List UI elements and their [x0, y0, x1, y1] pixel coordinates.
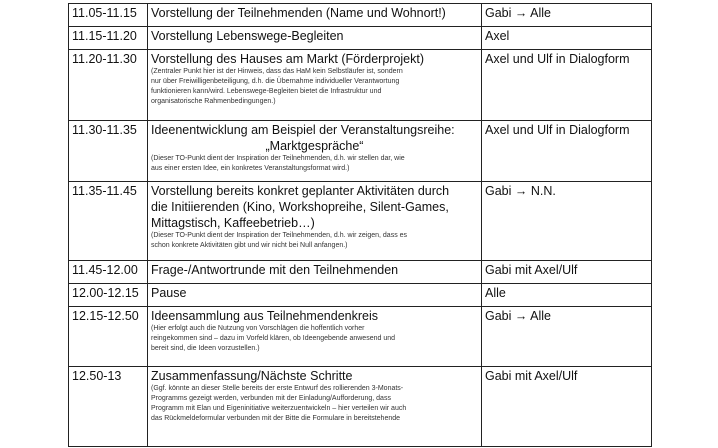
topic-cell [148, 307, 482, 367]
topic-note-line: (Dieser TO-Punkt dient der Inspiration der Teilnehmenden, d.h. wir zeigen, dass es [151, 232, 408, 239]
topic-title: Vorstellung Lebenswege-Begleiten [151, 29, 344, 43]
topic-cell [148, 367, 482, 447]
time-cell: 11.15-11.20 [69, 27, 148, 50]
responsible-cell: Axel und Ulf in Dialogform [482, 121, 652, 182]
time-cell: 11.20-11.30 [69, 50, 148, 121]
topic-cell [148, 284, 482, 307]
topic-cell [148, 182, 482, 261]
topic-note-line: bereit sind, die Ideen vorzustellen.) [151, 345, 260, 352]
topic-title: Ideensammlung aus Teilnehmendenkreis [151, 309, 378, 323]
table-row [69, 367, 652, 447]
responsible-cell: Axel und Ulf in Dialogform [482, 50, 652, 121]
topic-title-line-3: Mittagstisch, Kaffeebetrieb…) [151, 216, 315, 230]
responsible-cell: Gabi → Alle [482, 307, 652, 367]
topic-cell [148, 50, 482, 121]
topic-note-line: (Dieser TO-Punkt dient der Inspiration der Teilnehmenden, d.h. wir stellen dar, wie [151, 155, 405, 162]
topic-title-quote: „Marktgespräche“ [265, 139, 364, 153]
topic-note-line: aus einer ersten Idee, ein konkretes Veranstaltungsformat wird.) [151, 165, 350, 172]
table-row [69, 27, 652, 50]
responsible-cell: Gabi → N.N. [482, 182, 652, 261]
time-cell: 12.50-13 [69, 367, 148, 447]
table-row [69, 50, 652, 121]
responsible-cell: Alle [482, 284, 652, 307]
topic-title-line-2: die Initiierenden (Kino, Workshopreihe, Silent-Games, [151, 200, 449, 214]
time-cell: 12.00-12.15 [69, 284, 148, 307]
topic-note-line: organisatorische Rahmenbedingungen.) [151, 98, 276, 105]
topic-note-line: Programms gezeigt werden, verbunden mit der Einladung/Aufforderung, dass [151, 395, 391, 402]
topic-cell [148, 121, 482, 182]
time-cell: 11.45-12.00 [69, 261, 148, 284]
topic-title: Vorstellung des Hauses am Markt (Förderprojekt) [151, 52, 425, 66]
topic-note-line: (Hier erfolgt auch die Nutzung von Vorschlägen die hoffentlich vorher [151, 325, 365, 332]
table-row [69, 121, 652, 182]
topic-note-line: funktionieren kann/wird. Lebenswege-Begleiten bietet die Infrastruktur und [151, 88, 382, 95]
topic-title: Zusammenfassung/Nächste Schritte [151, 369, 353, 383]
agenda-table [68, 3, 652, 447]
time-cell: 12.15-12.50 [69, 307, 148, 367]
topic-title: Vorstellung der Teilnehmenden (Name und Wohnort!) [151, 6, 446, 20]
time-cell: 11.30-11.35 [69, 121, 148, 182]
topic-note-line: (Ggf. könnte an dieser Stelle bereits der erste Entwurf des rollierenden 3-Monats- [151, 385, 404, 392]
table-row [69, 261, 652, 284]
topic-note-line: nur über Freiwilligenbeteiligung, d.h. die Übernahme individueller Verantwortung [151, 78, 400, 85]
table-row [69, 182, 652, 261]
topic-title: Ideenentwicklung am Beispiel der Veranstaltungsreihe: [151, 123, 455, 137]
topic-title: Frage-/Antwortrunde mit den Teilnehmenden [151, 263, 399, 277]
topic-cell [148, 27, 482, 50]
topic-note-line: reingekommen sind – dazu im Vorfeld klären, ob Ideengebende anwesend und [151, 335, 395, 342]
topic-note-line: das Rückmeldeformular verbunden mit der Bitte die Formulare in bereitstehende [151, 415, 401, 422]
time-cell: 11.05-11.15 [69, 4, 148, 27]
topic-note-line: schon konkrete Aktivitäten gibt und wir nicht bei Null anfangen.) [151, 242, 348, 249]
responsible-cell: Gabi mit Axel/Ulf [482, 367, 652, 447]
responsible-cell: Axel [482, 27, 652, 50]
topic-note-line: (Zentraler Punkt hier ist der Hinweis, dass das HaM kein Selbstläufer ist, sondern [151, 68, 403, 75]
topic-cell [148, 4, 482, 27]
table-row [69, 284, 652, 307]
table-row [69, 4, 652, 27]
time-cell: 11.35-11.45 [69, 182, 148, 261]
table-row [69, 307, 652, 367]
topic-note-line: Programm mit Elan und Eigeninitiative weiterzuentwickeln – hier verteilen wir auch [151, 405, 407, 412]
responsible-cell: Gabi → Alle [482, 4, 652, 27]
topic-title: Pause [151, 286, 187, 300]
topic-title: Vorstellung bereits konkret geplanter Aktivitäten durch [151, 184, 450, 198]
topic-cell [148, 261, 482, 284]
responsible-cell: Gabi mit Axel/Ulf [482, 261, 652, 284]
